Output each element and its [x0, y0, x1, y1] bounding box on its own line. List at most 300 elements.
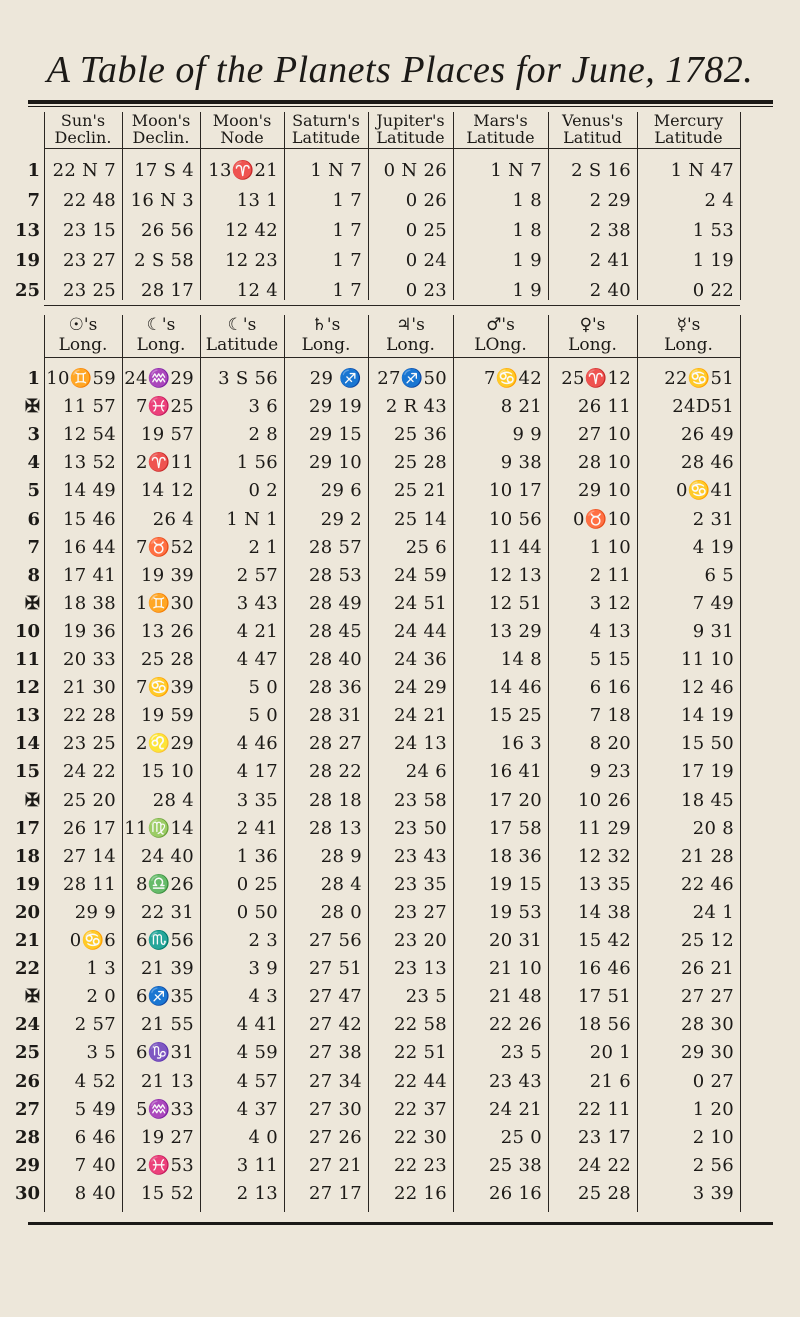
bottom-cell: 23 43: [488, 1070, 542, 1092]
bottom-header-col2-line2: Long.: [136, 335, 186, 355]
bottom-cell: 17 19: [680, 761, 734, 783]
bottom-cell: 19 59: [140, 705, 194, 727]
bottom-cell: 29 19: [308, 396, 362, 418]
bottom-cell: 29 30: [680, 1042, 734, 1064]
bottom-cell: 24 6: [405, 761, 447, 783]
bottom-cell: 7 18: [589, 705, 631, 727]
bottom-cell: 28 45: [308, 620, 362, 642]
top-cell: 22 48: [62, 190, 116, 211]
bottom-cell: 24 59: [393, 564, 447, 586]
bottom-cell: 22 58: [393, 1014, 447, 1036]
bottom-header-col2-line1: ☾'s: [146, 315, 176, 335]
bottom-cell: 24 40: [140, 845, 194, 867]
top-row-day: 19: [14, 250, 40, 271]
bottom-cell: 11 57: [62, 396, 116, 418]
bottom-cell: 28 11: [62, 873, 116, 895]
bottom-cell: 27 27: [680, 986, 734, 1008]
bottom-column-rule: [637, 315, 638, 1212]
top-cell: 0 22: [692, 280, 734, 301]
bottom-cell: 13 26: [140, 620, 194, 642]
bottom-cell: 27 26: [308, 1126, 362, 1148]
top-cell: 12 42: [224, 220, 278, 241]
bottom-cell: 16 41: [488, 761, 542, 783]
top-header-col5-line1: Jupiter's: [376, 111, 445, 130]
bottom-cell: 25 36: [393, 424, 447, 446]
bottom-cell: 2 57: [74, 1014, 116, 1036]
bottom-cell: 28 49: [308, 592, 362, 614]
bottom-cell: 15 10: [140, 761, 194, 783]
top-header-col2-line2: Declin.: [132, 128, 190, 147]
bottom-cell: 24 51: [393, 592, 447, 614]
top-cell: 26 56: [140, 220, 194, 241]
bottom-cell: 2 R 43: [385, 396, 447, 418]
bottom-cell: 4 59: [236, 1042, 278, 1064]
bottom-cell: 4 52: [74, 1070, 116, 1092]
bottom-cell: 22 26: [488, 1014, 542, 1036]
bottom-row-day: 3: [27, 424, 40, 446]
bottom-cell: 10 26: [577, 789, 631, 811]
top-cell: 1 N 7: [310, 160, 362, 181]
bottom-cell: 20 1: [589, 1042, 631, 1064]
top-cell: 17 S 4: [134, 160, 194, 181]
bottom-cell: 24 36: [393, 649, 447, 670]
bottom-cell: 17 51: [577, 986, 631, 1008]
top-cell: 0 26: [405, 190, 447, 211]
bottom-row-day: 6: [27, 508, 40, 530]
top-cell: 1 8: [512, 220, 542, 241]
bottom-cell: 4 13: [589, 620, 631, 642]
bottom-cell: 25 21: [393, 480, 447, 502]
bottom-cell: 12 54: [62, 424, 116, 446]
top-header-col8-line2: Latitude: [654, 128, 723, 147]
bottom-cell: 6 16: [589, 677, 631, 699]
bottom-cell: 5♒33: [136, 1098, 194, 1120]
bottom-cell: 11 44: [488, 536, 542, 558]
bottom-row-day: 25: [14, 1042, 40, 1064]
top-column-rule: [200, 112, 201, 300]
top-header-rule: [44, 148, 740, 149]
bottom-cell: 29 9: [74, 901, 116, 923]
bottom-cell: 3 39: [692, 1182, 734, 1204]
top-header-col3-line1: Moon's: [212, 111, 272, 130]
bottom-cell: 26 17: [62, 817, 116, 839]
bottom-cell: 12 32: [577, 845, 631, 867]
bottom-cell: 28 40: [308, 649, 362, 670]
bottom-cell: 3 9: [248, 958, 278, 980]
bottom-cell: 28 30: [680, 1014, 734, 1036]
bottom-header-col4-line2: Long.: [301, 335, 351, 355]
top-cell: 28 17: [140, 280, 194, 301]
bottom-cell: 22 46: [680, 873, 734, 895]
bottom-header-col3-line1: ☾'s: [227, 315, 257, 335]
bottom-cell: 21 6: [589, 1070, 631, 1092]
top-cell: 23 27: [62, 250, 116, 271]
bottom-cell: 21 48: [488, 986, 542, 1008]
bottom-cell: 21 39: [140, 958, 194, 980]
bottom-cell: 3 S 56: [218, 368, 278, 389]
bottom-cell: 28 4: [152, 789, 194, 811]
bottom-cell: 27 21: [308, 1154, 362, 1176]
title-rule-thin: [28, 106, 773, 107]
bottom-column-rule: [548, 315, 549, 1212]
bottom-cell: 23 25: [62, 733, 116, 755]
bottom-cell: 28 10: [577, 452, 631, 474]
bottom-cell: 9 9: [512, 424, 542, 446]
bottom-cell: 10♊59: [46, 368, 116, 389]
bottom-cell: 24D51: [672, 396, 734, 418]
bottom-row-day: 18: [14, 845, 40, 867]
bottom-cell: 24 44: [393, 620, 447, 642]
bottom-cell: 29 10: [577, 480, 631, 502]
bottom-row-day: 29: [14, 1154, 40, 1176]
bottom-cell: 6♑31: [136, 1042, 194, 1064]
top-column-rule: [548, 112, 549, 300]
bottom-cell: 28 27: [308, 733, 362, 755]
bottom-cell: 23 50: [393, 817, 447, 839]
bottom-cell: 24 13: [393, 733, 447, 755]
bottom-cell: 28 46: [680, 452, 734, 474]
bottom-column-rule: [368, 315, 369, 1212]
top-column-rule: [44, 112, 45, 300]
bottom-row-day: 11: [14, 649, 40, 670]
bottom-cell: 26 49: [680, 424, 734, 446]
bottom-cell: 5 0: [248, 705, 278, 727]
bottom-header-col8-line1: ☿'s: [676, 315, 701, 335]
bottom-cell: 28 22: [308, 761, 362, 783]
top-cell: 16 N 3: [130, 190, 194, 211]
bottom-cell: 14 12: [140, 480, 194, 502]
bottom-row-day: 10: [14, 620, 40, 642]
bottom-cell: 27 30: [308, 1098, 362, 1120]
bottom-cell: 2 0: [86, 986, 116, 1008]
bottom-cell: 11♍14: [124, 817, 194, 839]
bottom-cell: 27 56: [308, 930, 362, 951]
bottom-cell: 21 28: [680, 845, 734, 867]
bottom-cell: 2 41: [236, 817, 278, 839]
top-cell: 2 S 58: [134, 250, 194, 271]
bottom-cell: 27 34: [308, 1070, 362, 1092]
bottom-cell: 1 36: [236, 845, 278, 867]
top-header-col5-line2: Latitude: [376, 128, 445, 147]
bottom-cell: 5 49: [74, 1098, 116, 1120]
top-cell: 1 9: [512, 280, 542, 301]
bottom-header-col6-line2: LOng.: [474, 335, 527, 355]
bottom-cell: 2 8: [248, 424, 278, 446]
bottom-cell: 22 30: [393, 1126, 447, 1148]
bottom-column-rule: [200, 315, 201, 1212]
top-cell: 1 53: [692, 220, 734, 241]
top-cell: 23 15: [62, 220, 116, 241]
bottom-cell: 1 20: [692, 1098, 734, 1120]
bottom-cell: 29 15: [308, 424, 362, 446]
bottom-cell: 18 36: [488, 845, 542, 867]
bottom-cell: 2 31: [692, 508, 734, 530]
bottom-cell: 28 53: [308, 564, 362, 586]
bottom-cell: 25♈12: [561, 368, 631, 389]
bottom-cell: 28 36: [308, 677, 362, 699]
bottom-cell: 7 40: [74, 1154, 116, 1176]
bottom-cell: 22 11: [577, 1098, 631, 1120]
bottom-cell: 7♋42: [484, 368, 542, 389]
bottom-cell: 2 11: [589, 564, 631, 586]
top-row-day: 25: [14, 280, 40, 301]
bottom-cell: 20 33: [62, 649, 116, 670]
bottom-column-rule: [453, 315, 454, 1212]
bottom-cell: 12 46: [680, 677, 734, 699]
top-header-col1-line2: Declin.: [54, 128, 112, 147]
bottom-cell: 24♒29: [124, 368, 194, 389]
bottom-row-day: 7: [27, 536, 40, 558]
bottom-cell: 1 56: [236, 452, 278, 474]
top-cell: 13♈21: [208, 160, 278, 181]
top-row-day: 1: [27, 160, 40, 181]
bottom-cell: 16 44: [62, 536, 116, 558]
bottom-header-col1-line1: ☉'s: [68, 315, 98, 335]
bottom-cell: 4 21: [236, 620, 278, 642]
top-cell: 1 9: [512, 250, 542, 271]
bottom-header-col7-line1: ♀'s: [579, 315, 606, 335]
bottom-cell: 4 17: [236, 761, 278, 783]
bottom-cell: 13 29: [488, 620, 542, 642]
bottom-header-col3-line2: Latitude: [205, 335, 279, 355]
bottom-cell: 24 22: [577, 1154, 631, 1176]
bottom-cell: 14 19: [680, 705, 734, 727]
top-cell: 1 7: [332, 250, 362, 271]
bottom-cell: 5 0: [248, 677, 278, 699]
bottom-cell: 0 27: [692, 1070, 734, 1092]
bottom-row-day: 15: [14, 761, 40, 783]
top-header-col4-line1: Saturn's: [292, 111, 360, 130]
top-header-col6-line1: Mars's: [473, 111, 528, 130]
bottom-cell: 10 17: [488, 480, 542, 502]
bottom-cell: 14 49: [62, 480, 116, 502]
bottom-cell: 27 47: [308, 986, 362, 1008]
bottom-cell: 28 57: [308, 536, 362, 558]
bottom-row-day: 4: [27, 452, 40, 474]
bottom-header-col7-line2: Long.: [568, 335, 617, 355]
top-cell: 0 23: [405, 280, 447, 301]
bottom-row-day: ✠: [24, 396, 40, 418]
bottom-cell: 25 6: [405, 536, 447, 558]
bottom-cell: 26 16: [488, 1182, 542, 1204]
bottom-cell: 0 50: [236, 901, 278, 923]
bottom-cell: 28 13: [308, 817, 362, 839]
bottom-cell: 25 28: [393, 452, 447, 474]
bottom-header-col1-line2: Long.: [58, 335, 108, 355]
bottom-cell: 8♎26: [136, 873, 194, 895]
bottom-cell: 1 3: [86, 958, 116, 980]
bottom-cell: 7 49: [692, 592, 734, 614]
bottom-header-col4-line1: ♄'s: [311, 315, 341, 335]
bottom-cell: 28 0: [320, 901, 362, 923]
bottom-row-day: 17: [14, 817, 40, 839]
bottom-cell: 26 4: [152, 508, 194, 530]
bottom-cell: 0 2: [248, 480, 278, 502]
bottom-cell: 2 10: [692, 1126, 734, 1148]
bottom-cell: 24 21: [393, 705, 447, 727]
bottom-cell: 9 23: [589, 761, 631, 783]
top-cell: 1 7: [332, 220, 362, 241]
bottom-cell: 24 1: [692, 901, 734, 923]
bottom-cell: 28 4: [320, 873, 362, 895]
bottom-cell: 18 45: [680, 789, 734, 811]
bottom-cell: 16 46: [577, 958, 631, 980]
bottom-cell: 18 38: [62, 592, 116, 614]
top-cell: 1 7: [332, 190, 362, 211]
bottom-cell: 23 5: [405, 986, 447, 1008]
bottom-header-col5-line2: Long.: [386, 335, 435, 355]
bottom-cell: 19 36: [62, 620, 116, 642]
bottom-cell: 27 14: [62, 845, 116, 867]
top-cell: 1 8: [512, 190, 542, 211]
bottom-cell: 14 46: [488, 677, 542, 699]
bottom-column-rule: [122, 315, 123, 1212]
bottom-cell: 24 22: [62, 761, 116, 783]
top-cell: 22 N 7: [52, 160, 116, 181]
bottom-cell: 2 56: [692, 1154, 734, 1176]
bottom-cell: 9 38: [500, 452, 542, 474]
bottom-cell: 5 15: [589, 649, 631, 670]
top-cell: 1 19: [692, 250, 734, 271]
bottom-cell: 14 38: [577, 901, 631, 923]
bottom-cell: 29 ♐: [309, 368, 362, 389]
bottom-cell: 1♊30: [136, 592, 194, 614]
bottom-cell: 23 35: [393, 873, 447, 895]
bottom-header-rule: [44, 357, 740, 358]
bottom-cell: 20 8: [692, 817, 734, 839]
bottom-row-day: 27: [14, 1098, 40, 1120]
bottom-cell: 4 46: [236, 733, 278, 755]
bottom-cell: 23 13: [393, 958, 447, 980]
bottom-cell: 15 42: [577, 930, 631, 951]
bottom-cell: 12 13: [488, 564, 542, 586]
bottom-cell: 1 10: [589, 536, 631, 558]
bottom-cell: 3 6: [248, 396, 278, 418]
top-header-col3-line2: Node: [220, 128, 264, 147]
top-cell: 13 1: [236, 190, 278, 211]
bottom-row-day: 14: [14, 733, 40, 755]
bottom-cell: 17 20: [488, 789, 542, 811]
bottom-cell: 0♋6: [69, 930, 116, 951]
top-cell: 2 S 16: [571, 160, 631, 181]
bottom-cell: 23 27: [393, 901, 447, 923]
bottom-cell: 25 0: [500, 1126, 542, 1148]
bottom-cell: 24 29: [393, 677, 447, 699]
bottom-cell: 25 20: [62, 789, 116, 811]
bottom-cell: 22 31: [140, 901, 194, 923]
top-row-day: 7: [27, 190, 40, 211]
top-cell: 1 N 7: [490, 160, 542, 181]
bottom-cell: 19 53: [488, 901, 542, 923]
bottom-cell: 22 28: [62, 705, 116, 727]
top-column-rule: [453, 112, 454, 300]
bottom-cell: 15 25: [488, 705, 542, 727]
bottom-row-day: 5: [27, 480, 40, 502]
bottom-cell: 22 37: [393, 1098, 447, 1120]
bottom-row-day: 21: [14, 930, 40, 951]
bottom-cell: 19 57: [140, 424, 194, 446]
bottom-cell: 21 30: [62, 677, 116, 699]
bottom-cell: 0 25: [236, 873, 278, 895]
bottom-cell: 10 56: [488, 508, 542, 530]
top-header-col7-line2: Latitud: [563, 128, 622, 147]
bottom-cell: 9 31: [692, 620, 734, 642]
bottom-cell: 7♉52: [136, 536, 194, 558]
bottom-cell: 11 10: [680, 649, 734, 670]
top-row-day: 13: [14, 220, 40, 241]
bottom-cell: 3 5: [86, 1042, 116, 1064]
bottom-cell: 1 N 1: [226, 508, 278, 530]
bottom-cell: 4 57: [236, 1070, 278, 1092]
bottom-cell: 2 13: [236, 1182, 278, 1204]
top-cell: 12 4: [236, 280, 278, 301]
top-column-rule: [122, 112, 123, 300]
bottom-cell: 21 10: [488, 958, 542, 980]
bottom-column-rule: [44, 315, 45, 1212]
bottom-row-day: 13: [14, 705, 40, 727]
bottom-cell: 28 18: [308, 789, 362, 811]
bottom-row-day: 19: [14, 873, 40, 895]
bottom-row-day: ✠: [24, 592, 40, 614]
bottom-cell: 17 41: [62, 564, 116, 586]
bottom-cell: 25 28: [577, 1182, 631, 1204]
bottom-row-day: 30: [14, 1182, 40, 1204]
bottom-cell: 21 55: [140, 1014, 194, 1036]
bottom-cell: 24 21: [488, 1098, 542, 1120]
bottom-cell: 23 20: [393, 930, 447, 951]
bottom-row-day: ✠: [24, 789, 40, 811]
bottom-cell: 2♈11: [136, 452, 194, 474]
top-header-col2-line1: Moon's: [131, 111, 191, 130]
bottom-cell: 28 9: [320, 845, 362, 867]
bottom-cell: 15 52: [140, 1182, 194, 1204]
top-column-rule: [368, 112, 369, 300]
bottom-cell: 29 2: [320, 508, 362, 530]
bottom-cell: 8 40: [74, 1182, 116, 1204]
top-header-col8-line1: Mercury: [653, 111, 724, 130]
bottom-row-day: 24: [14, 1014, 40, 1036]
bottom-cell: 22♋51: [664, 368, 734, 389]
title-rule-thick: [28, 100, 773, 104]
page-title: A Table of the Planets Places for June, 1782.: [46, 49, 754, 91]
top-column-rule: [284, 112, 285, 300]
bottom-cell: 29 6: [320, 480, 362, 502]
bottom-cell: 0♋41: [676, 480, 734, 502]
bottom-header-col5-line1: ♃'s: [396, 315, 425, 335]
bottom-cell: 3 35: [236, 789, 278, 811]
bottom-cell: 4 3: [248, 986, 278, 1008]
bottom-cell: 2 57: [236, 564, 278, 586]
top-cell: 0 25: [405, 220, 447, 241]
bottom-cell: 25 12: [680, 930, 734, 951]
bottom-row-day: 26: [14, 1070, 40, 1092]
bottom-header-col6-line1: ♂'s: [486, 315, 515, 335]
bottom-cell: 6♐35: [136, 986, 194, 1008]
bottom-cell: 4 0: [248, 1126, 278, 1148]
bottom-cell: 23 58: [393, 789, 447, 811]
top-cell: 2 29: [589, 190, 631, 211]
top-column-rule: [740, 112, 741, 300]
bottom-cell: 23 43: [393, 845, 447, 867]
bottom-cell: 15 46: [62, 508, 116, 530]
bottom-row-day: 22: [14, 958, 40, 980]
top-cell: 2 38: [589, 220, 631, 241]
bottom-cell: 6 46: [74, 1126, 116, 1148]
bottom-rule: [28, 1222, 773, 1225]
bottom-row-day: 1: [27, 368, 40, 389]
bottom-cell: 2 3: [248, 930, 278, 951]
bottom-row-day: 28: [14, 1126, 40, 1148]
